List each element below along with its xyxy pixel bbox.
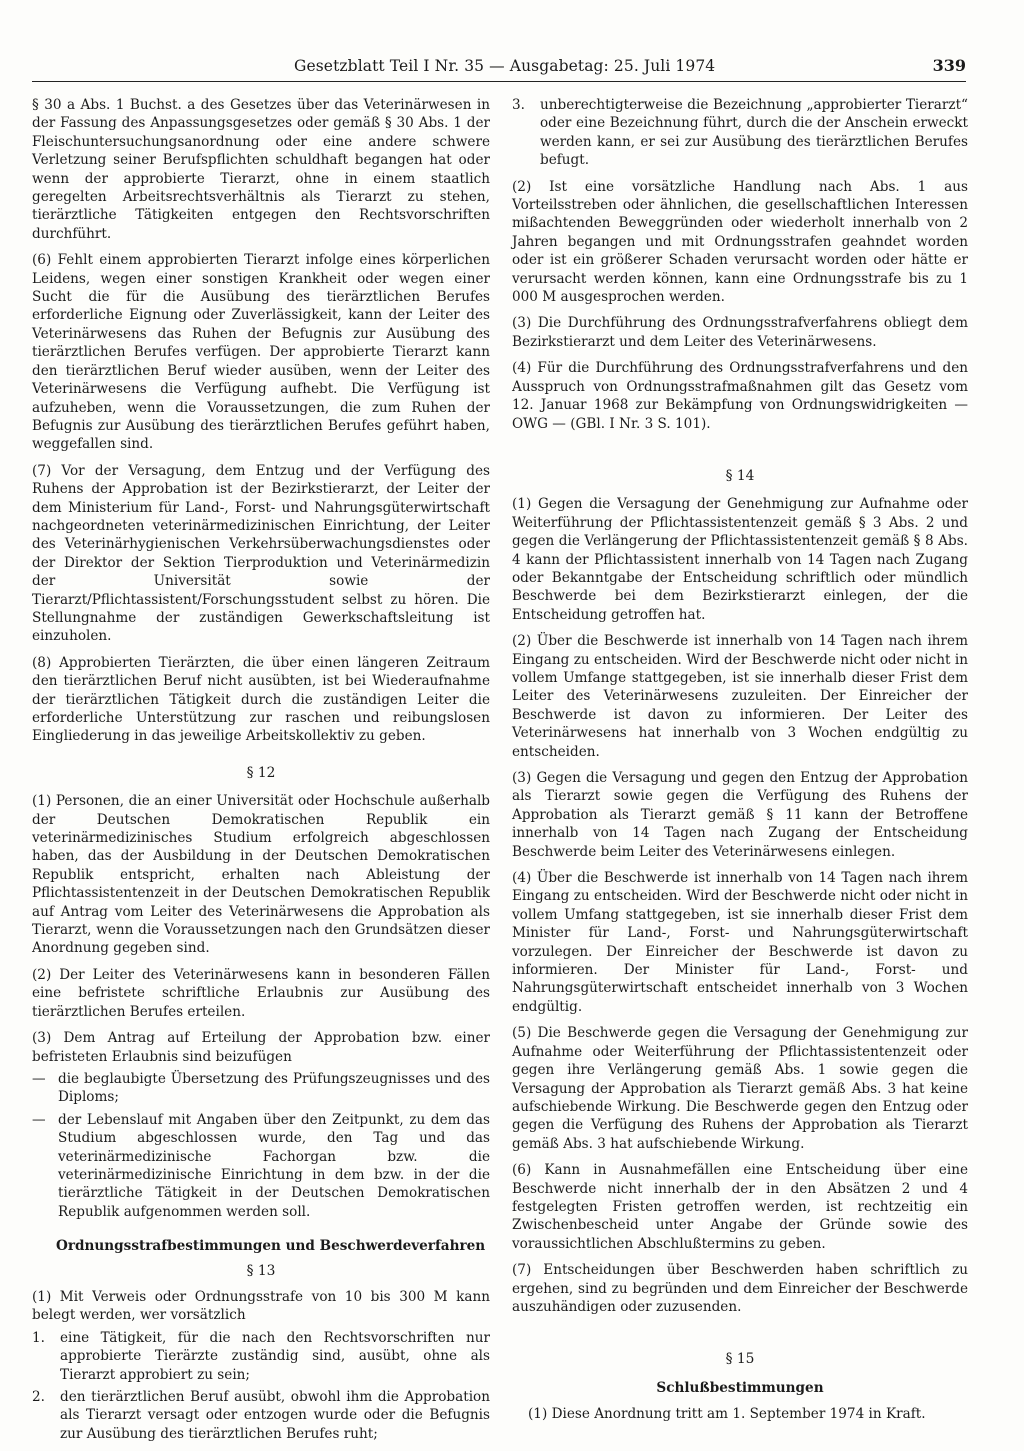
paragraph-13-2: (2) Ist eine vorsätzliche Handlung nach Abs. 1 aus Vorteilsstreben oder ähnlichen, die gesellschaftlichen Interessen mißachtenden Beweggründen oder wiederholt innerhalb von 2 Jahren begangen und mit Ordnungsstrafen geahndet worden oder ist ein größerer Schaden verursacht worden oder hätte er verursacht werden können, kann eine Ordnungsstrafe bis zu 1 000 M ausgesprochen werden. <box>512 178 968 306</box>
paragraph-15-1: (1) Diese Anordnung tritt am 1. September 1974 in Kraft. <box>528 1406 926 1423</box>
section-13-heading: § 13 <box>246 1262 276 1279</box>
list-number: 3. <box>512 97 525 113</box>
paragraph-13-3: (3) Die Durchführung des Ordnungsstrafverfahrens obliegt dem Bezirkstierarzt und dem Leiter des Veterinärwesens. <box>512 315 968 350</box>
page-number: 339 <box>932 56 966 75</box>
paragraph-14-5: (5) Die Beschwerde gegen die Versagung der Genehmigung zur Aufnahme oder Weiterführung der Pflichtassistentenzeit oder gegen ihre Verlängerung gemäß Abs. 1 sowie gegen die Versagung der Approbation als Tierarzt gemäß Abs. 3 hat keine aufschiebende Wirkung. Die Beschwerde gegen den Entzug oder gegen die Verfügung des Ruhens der Approbation als Tierarzt gemäß Abs. 3 hat aufschiebende Wirkung. <box>512 1025 968 1152</box>
list-item-text: eine Tätigkeit, für die nach den Rechtsvorschriften nur approbierte Tierärzte zuständig sind, ausübt, ohne als Tierarzt approbiert zu sein; <box>60 1329 490 1383</box>
paragraph-14-1: (1) Gegen die Versagung der Genehmigung zur Aufnahme oder Weiterführung der Pflichtassistentenzeit gemäß § 3 Abs. 2 und gegen die Verlängerung der Pflichtassistentenzeit gemäß § 8 Abs. 4 kann der Pflichtassistent innerhalb von 14 Tagen nach Zugang oder Bekanntgabe der Entscheidung schriftlich oder mündlich Beschwerde bei dem Bezirkstierarzt einlegen, der die Entscheidung getroffen hat. <box>512 496 968 623</box>
paragraph-14-7: (7) Entscheidungen über Beschwerden haben schriftlich zu ergehen, sind zu begründen und dem Einreicher der Beschwerde auszuhändigen oder zuzusenden. <box>512 1262 968 1315</box>
list-number: 2. <box>32 1389 45 1405</box>
section-15-heading: § 15 <box>725 1351 755 1368</box>
header-title: Gesetzblatt Teil I Nr. 35 — Ausgabetag: 25. Juli 1974 <box>294 57 716 75</box>
list-item <box>32 1388 490 1443</box>
paragraph-11-7: (7) Vor der Versagung, dem Entzug und der Verfügung des Ruhens der Approbation ist der Bezirkstierarzt, der Leiter der dem Ministerium für Land-, Forst- und Nahrungsgüterwirtschaft nachgeordneten veterinärmedizinischen Einrichtung, der Leiter des Veterinärhygienischen Verkehrsüberwachungsdienstes oder der Direktor der Sektion Tierproduktion und Veterinärmedizin der Universität sowie der Tierarzt/Pflichtassistent/Forschungsstudent selbst zu hören. Die Stellungnahme der zuständigen Gewerkschaftsleitung ist einzuholen. <box>32 462 490 645</box>
section-title-ordnungsstraf: Ordnungsstrafbestimmungen und Beschwerdeverfahren <box>56 1238 486 1255</box>
list-item-text: der Lebenslauf mit Angaben über den Zeitpunkt, zu dem das Studium abgeschlossen wurde, den Tag und das veterinärmedizinische Fachorgan bzw. die veterinärmedizinische Einrichtung in dem bzw. in der die tierärztliche Tätigkeit in der Deutschen Demokratischen Republik aufgenommen werden soll. <box>58 1111 490 1220</box>
right-column <box>512 96 968 1424</box>
paragraph-continuation: § 30 a Abs. 1 Buchst. a des Gesetzes über das Veterinärwesen in der Fassung des Anpassungsgesetzes oder gemäß § 30 Abs. 1 der Fleischuntersuchungsanordnung oder eine andere schwere Verletzung seiner Berufspflichten schuldhaft begangen hat oder wenn der approbierte Tierarzt, ohne in einem staatlich geregelten Arbeitsrechtsverhältnis als Tierarzt zu stehen, tierärztliche Tätigkeiten entgegen den Rechtsvorschriften durchführt. <box>32 97 490 242</box>
paragraph-13-1: (1) Mit Verweis oder Ordnungsstrafe von 10 bis 300 M kann belegt werden, wer vorsätzlich <box>32 1288 490 1324</box>
list-item <box>32 1111 490 1221</box>
paragraph-13-4: (4) Für die Durchführung des Ordnungsstrafverfahrens und den Ausspruch von Ordnungsstrafmaßnahmen gilt das Gesetz vom 12. Januar 1968 zur Bekämpfung von Ordnungswidrigkeiten — OWG — (GBl. I Nr. 3 S. 101). <box>512 360 968 432</box>
paragraph-12-2: (2) Der Leiter des Veterinärwesens kann in besonderen Fällen eine befristete schriftliche Erlaubnis zur Ausübung des tierärztlichen Berufes erteilen. <box>32 966 490 1020</box>
paragraph-14-3: (3) Gegen die Versagung und gegen den Entzug der Approbation als Tierarzt sowie gegen die Verfügung des Ruhens der Approbation als Tierarzt gemäß § 11 kann der Betroffene innerhalb von 14 Tagen nach Zugang der Entscheidung Beschwerde beim Leiter des Veterinärwesens einlegen. <box>512 770 968 860</box>
dash-marker: — <box>32 1111 46 1128</box>
page-header <box>32 57 966 82</box>
list-item-text: den tierärztlichen Beruf ausübt, obwohl ihm die Approbation als Tierarzt versagt oder entzogen wurde oder die Befugnis zur Ausübung des tierärztlichen Berufes ruht; <box>60 1389 490 1442</box>
paragraph-14-4: (4) Über die Beschwerde ist innerhalb von 14 Tagen nach ihrem Eingang zu entscheiden. Wird der Beschwerde nicht oder nicht in vollem Umfang stattgegeben, ist sie innerhalb dieser Frist dem Minister für Land-, Forst- und Nahrungsgüterwirtschaft vorzulegen. Der Einreicher der Beschwerde ist davon zu informieren. Der Minister für Land-, Forst- und Nahrungsgüterwirtschaft entscheidet innerhalb von 3 Wochen endgültig. <box>512 870 968 1015</box>
paragraph-12-3: (3) Dem Antrag auf Erteilung der Approbation bzw. einer befristeten Erlaubnis sind beizufügen <box>32 1030 490 1065</box>
paragraph-11-6: (6) Fehlt einem approbierten Tierarzt infolge eines körperlichen Leidens, wegen einer sonstigen Krankheit oder wegen einer Sucht die für die Ausübung des tierärztlichen Berufes erforderliche Eignung oder Zuverlässigkeit, kann der Leiter des Veterinärwesens das Ruhen der Befugnis zur Ausübung des tierärztlichen Berufes verfügen. Der approbierte Tierarzt kann den tierärztlichen Beruf wieder ausüben, wenn der Leiter des Veterinärwesens die Verfügung aufhebt. Die Verfügung ist aufzuheben, wenn die Voraussetzungen, die zum Ruhen der Befugnis zur Ausübung des tierärztlichen Berufes geführt haben, weggefallen sind. <box>32 252 490 453</box>
paragraph-14-6: (6) Kann in Ausnahmefällen eine Entscheidung über eine Beschwerde nicht innerhalb der in den Absätzen 2 und 4 festgelegten Fristen getroffen werden, ist rechtzeitig ein Zwischenbescheid unter Angabe der Gründe sowie des voraussichtlichen Abschlußtermins zu geben. <box>512 1162 968 1252</box>
left-column <box>32 96 490 1447</box>
section-title-schlussbestimmungen: Schlußbestimmungen <box>656 1379 824 1396</box>
paragraph-11-8: (8) Approbierten Tierärzten, die über einen längeren Zeitraum den tierärztlichen Beruf nicht ausübten, ist bei Wiederaufnahme der tierärztlichen Tätigkeit durch die zuständigen Leiter die erforderliche Unterstützung zur raschen und reibungslosen Eingliederung in das jeweilige Arbeitskollektiv zu geben. <box>32 654 490 745</box>
dash-marker: — <box>32 1070 46 1087</box>
list-number: 1. <box>32 1329 45 1346</box>
section-14-heading: § 14 <box>725 467 755 484</box>
paragraph-14-2: (2) Über die Beschwerde ist innerhalb von 14 Tagen nach ihrem Eingang zu entscheiden. Wird der Beschwerde nicht oder nicht in vollem Umfange stattgegeben, ist sie innerhalb dieser Frist dem Leiter des Veterinärwesens zuzuleiten. Der Einreicher der Beschwerde ist davon zu informieren. Der Leiter des Veterinärwesens hat innerhalb von 3 Wochen endgültig zu entscheiden. <box>512 633 968 760</box>
list-item-text: die beglaubigte Übersetzung des Prüfungszeugnisses und des Diploms; <box>58 1070 490 1106</box>
list-item <box>32 1070 490 1107</box>
paragraph-12-1: (1) Personen, die an einer Universität oder Hochschule außerhalb der Deutschen Demokratischen Republik ein veterinärmedizinisches Studium erfolgreich abgeschlossen haben, das der Ausbildung in der Deutschen Demokratischen Republik entspricht, erhalten nach Ableistung der Pflichtassistentenzeit in der Deutschen Demokratischen Republik auf Antrag vom Leiter des Veterinärwesens die Approbation als Tierarzt, wenn die Voraussetzungen nach den Grundsätzen dieser Anordnung gegeben sind. <box>32 793 490 957</box>
list-item-text: unberechtigterweise die Bezeichnung „approbierter Tierarzt“ oder eine Bezeichnung führt, durch die der Anschein erweckt werden kann, er sei zur Ausübung des tierärztlichen Berufes befugt. <box>540 97 968 169</box>
list-item <box>512 96 968 170</box>
section-12-heading: § 12 <box>246 764 276 781</box>
list-item <box>32 1329 490 1384</box>
